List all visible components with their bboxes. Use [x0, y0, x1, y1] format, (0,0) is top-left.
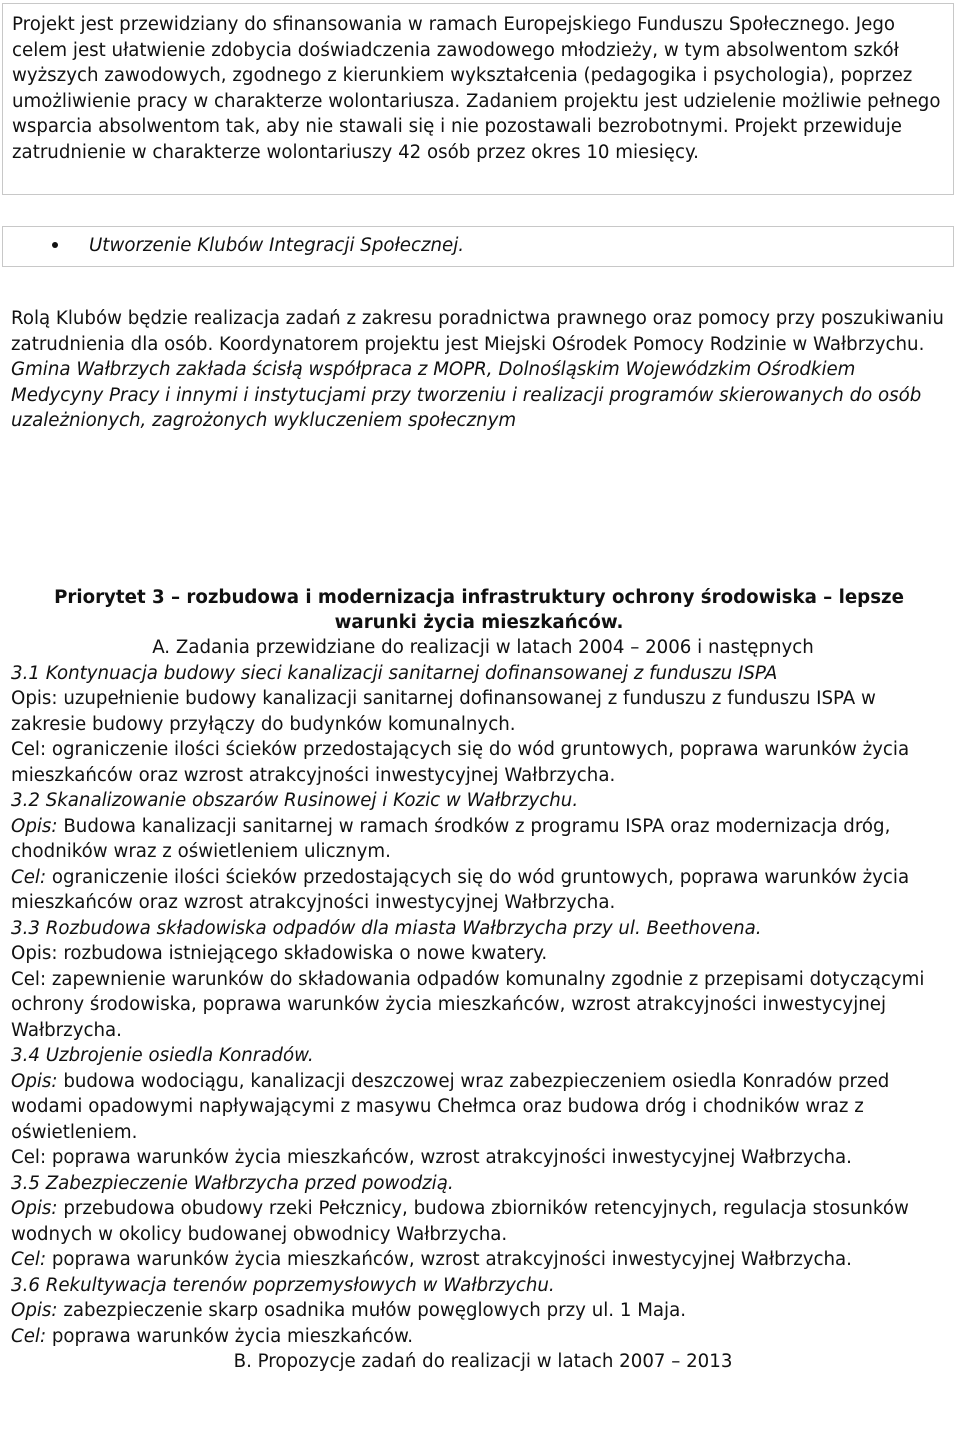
section-a-heading: A. Zadania przewidziane do realizacji w latach 2004 – 2006 i następnych — [152, 637, 814, 658]
bullet-icon — [52, 242, 58, 248]
cel-text: poprawa warunków życia mieszkańców, wzrost atrakcyjności inwestycyjnej Wałbrzycha. — [46, 1249, 852, 1270]
cel-text: ograniczenie ilości ścieków przedostających się do wód gruntowych, poprawa warunków życia mieszkańców oraz wzrost atrakcyjności inwestycyjnej Wałbrzycha. — [11, 866, 910, 913]
task-title: 3.2 Skanalizowanie obszarów Rusinowej i Kozic w Wałbrzychu. — [11, 790, 579, 811]
cel-label: Cel: — [11, 1147, 47, 1168]
priority-heading: Priorytet 3 – rozbudowa i modernizacja infrastruktury ochrony środowiska – lepsze warunki życia mieszkańców. — [54, 587, 904, 633]
task-cel — [11, 1247, 955, 1273]
opis-text: zabezpieczenie skarp osadnika mułów powęglowych przy ul. 1 Maja. — [57, 1300, 687, 1321]
cel-text: ograniczenie ilości ścieków przedostających się do wód gruntowych, poprawa warunków życia mieszkańców oraz wzrost atrakcyjności inwestycyjnej Wałbrzycha. — [11, 739, 910, 786]
opis-text: Budowa kanalizacji sanitarnej w ramach środków z programu ISPA oraz modernizacja dróg, chodników wraz z oświetleniem ulicznym. — [11, 815, 891, 862]
task-cel — [11, 737, 955, 788]
opis-text: budowa wodociągu, kanalizacji deszczowej wraz zabezpieczeniem osiedla Konradów przed wodami opadowymi napływającymi z masywu Chełmca oraz budowa dróg i chodników wraz z oświetleniem. — [11, 1070, 890, 1143]
opis-label: Opis: — [11, 815, 58, 837]
task-3-6 — [11, 1273, 955, 1350]
task-3-5 — [11, 1171, 955, 1273]
cel-label: Cel: — [11, 1325, 47, 1347]
cel-text: poprawa warunków życia mieszkańców. — [46, 1325, 413, 1347]
opis-text: przebudowa obudowy rzeki Pełcznicy, budowa zbiorników retencyjnych, regulacja stosunków wodnych w okolicy budowanej obwodnicy Wałbrzycha. — [11, 1198, 909, 1245]
task-cel — [11, 1145, 955, 1171]
task-cel — [11, 1324, 955, 1350]
clubs-section — [11, 306, 953, 434]
opis-label: Opis: — [11, 1070, 58, 1092]
cel-label: Cel: — [11, 968, 47, 990]
intro-paragraph: Projekt jest przewidziany do sfinansowania w ramach Europejskiego Funduszu Społecznego. Jego celem jest ułatwienie zdobycia doświadczenia zawodowego młodzieży, w tym absolwentom szkół wyższych zawodowych, zgodnego z kierunkiem wykształcenia (pedagogika i psychologia), poprzez umożliwienie pracy w charakterze wolontariusza. Zadaniem projektu jest udzielenie możliwie pełnego wsparcia absolwentom tak, aby nie stawali się i nie pozostawali bezrobotnymi. Projekt przewiduje zatrudnienie w charakterze wolontariuszy 42 osób przez okres 10 miesięcy. — [12, 14, 941, 163]
task-opis — [11, 1069, 955, 1146]
cel-label: Cel: — [11, 1249, 47, 1270]
task-title: 3.3 Rozbudowa składowiska odpadów dla miasta Wałbrzycha przy ul. Beethovena. — [11, 917, 762, 939]
section-b-heading: B. Propozycje zadań do realizacji w latach 2007 – 2013 — [233, 1351, 733, 1372]
task-title: 3.4 Uzbrojenie osiedla Konradów. — [11, 1045, 314, 1066]
opis-label: Opis: — [11, 1198, 58, 1219]
opis-text: rozbudowa istniejącego składowiska o nowe kwatery. — [57, 943, 548, 964]
cel-label: Cel: — [11, 866, 47, 888]
task-title: 3.1 Kontynuacja budowy sieci kanalizacji sanitarnej dofinansowanej z funduszu ISPA — [11, 662, 778, 684]
task-opis — [11, 686, 955, 737]
opis-label: Opis: — [11, 688, 58, 709]
task-3-1 — [11, 661, 955, 789]
task-cel — [11, 967, 955, 1044]
bullet-box — [2, 226, 954, 267]
task-3-2 — [11, 788, 955, 916]
cel-text: zapewnienie warunków do składowania odpadów komunalny zgodnie z przepisami dotyczącymi ochrony środowiska, poprawa warunków życia mieszkańców, wzrost atrakcyjności inwestycyjnej Wałbrzycha. — [11, 968, 925, 1041]
bullet-heading: Utworzenie Klubów Integracji Społecznej. — [89, 235, 465, 256]
tasks-section — [11, 635, 955, 1375]
task-opis — [11, 1196, 955, 1247]
clubs-paragraph: Rolą Klubów będzie realizacja zadań z zakresu poradnictwa prawnego oraz pomocy przy poszukiwaniu zatrudnienia dla osób. Koordynatorem projektu jest Miejski Ośrodek Pomocy Rodzinie w Wałbrzychu. — [11, 308, 944, 355]
task-opis — [11, 1298, 955, 1324]
task-3-3 — [11, 916, 955, 1044]
task-3-4 — [11, 1043, 955, 1171]
task-opis — [11, 814, 955, 865]
opis-label: Opis: — [11, 943, 58, 964]
intro-box — [2, 3, 954, 195]
task-title: 3.6 Rekultywacja terenów poprzemysłowych w Wałbrzychu. — [11, 1274, 555, 1296]
task-opis — [11, 941, 955, 967]
cooperation-paragraph: Gmina Wałbrzych zakłada ścisłą współpraca z MOPR, Dolnośląskim Wojewódzkim Ośrodkiem Medycyny Pracy i innymi i instytucjami przy tworzeniu i realizacji programów skierowanych do osób uzależnionych, zagrożonych wykluczeniem społecznym — [11, 359, 922, 431]
task-cel — [11, 865, 955, 916]
opis-label: Opis: — [11, 1300, 58, 1321]
cel-label: Cel: — [11, 739, 47, 760]
cel-text: poprawa warunków życia mieszkańców, wzrost atrakcyjności inwestycyjnej Wałbrzycha. — [46, 1147, 852, 1168]
opis-text: uzupełnienie budowy kanalizacji sanitarnej dofinansowanej z funduszu z funduszu ISPA w zakresie budowy przyłączy do budynków komunalnych. — [11, 688, 876, 735]
task-title: 3.5 Zabezpieczenie Wałbrzycha przed powodzią. — [11, 1172, 454, 1194]
